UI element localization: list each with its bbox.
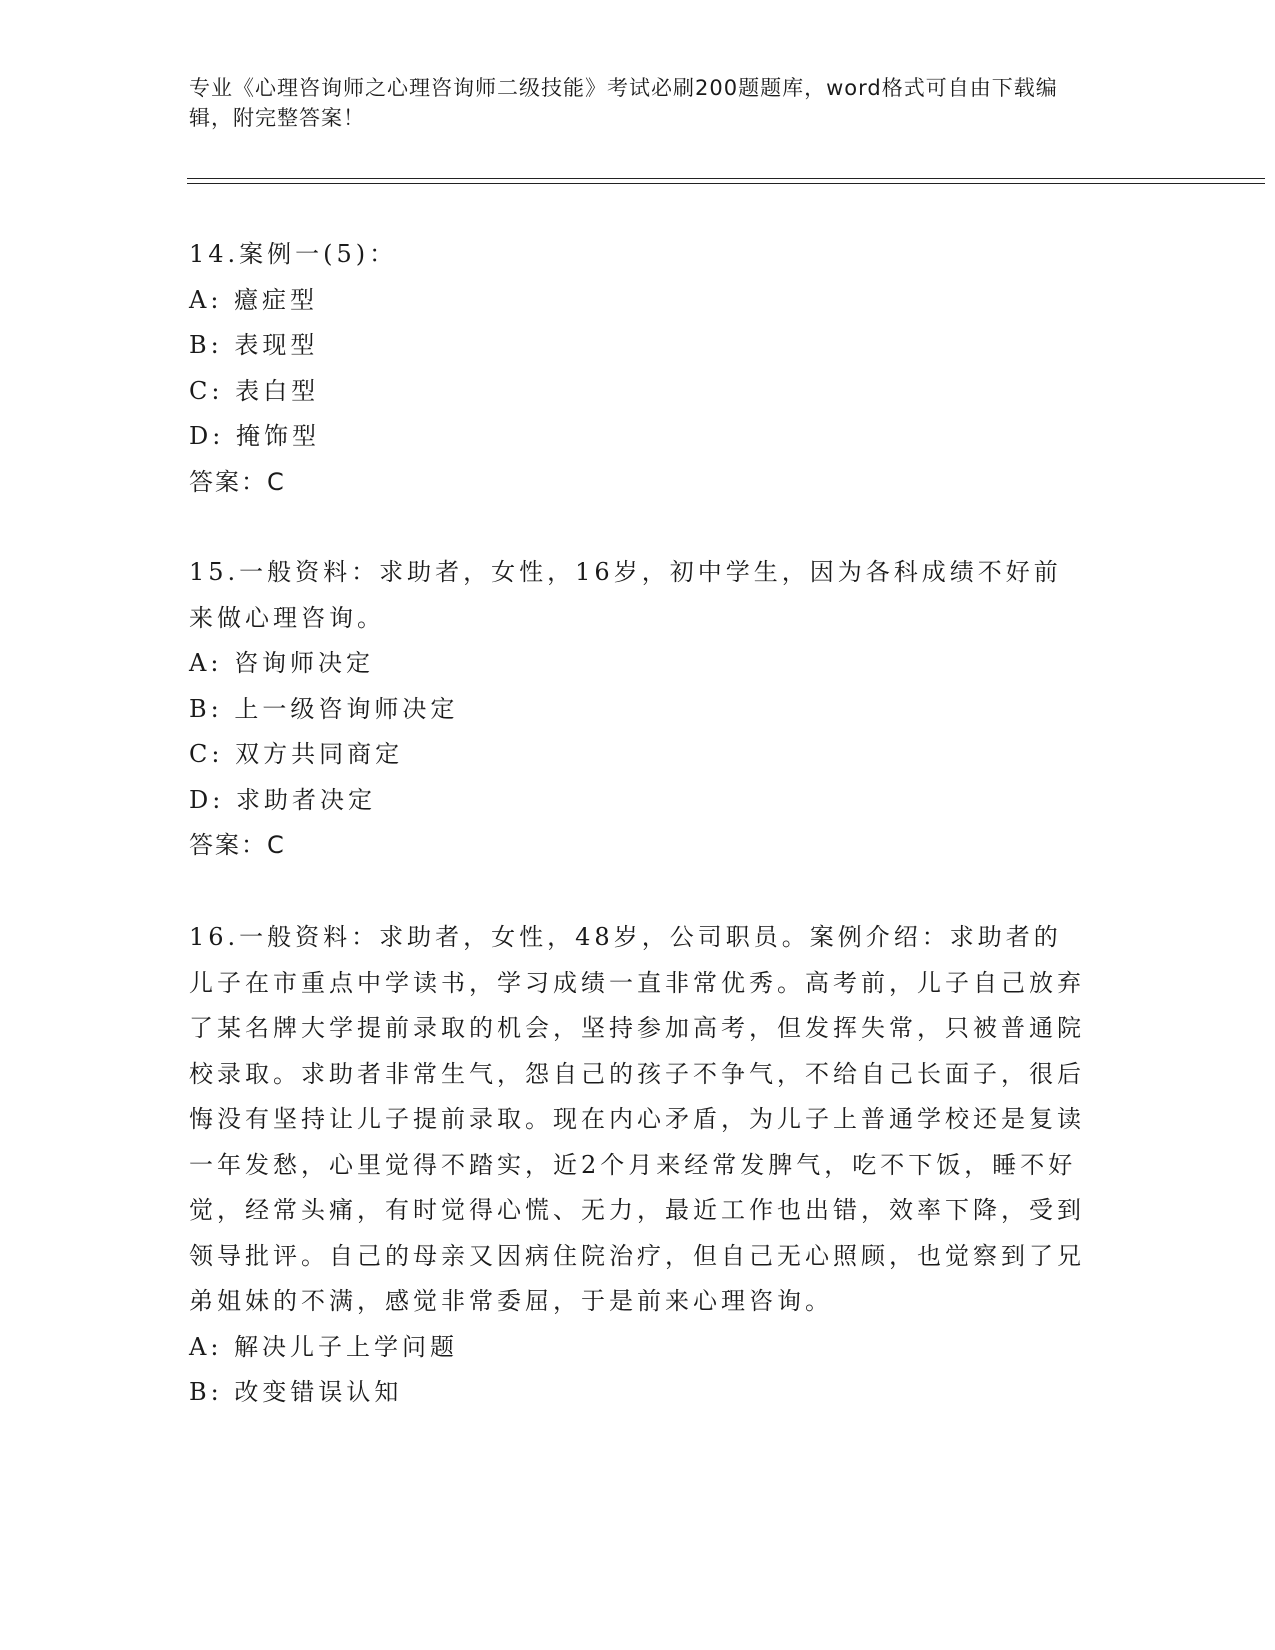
header-divider-top [187, 178, 1265, 179]
question-stem: 14.案例一(5)： [189, 240, 398, 268]
option-c: C: 表白型 [189, 376, 320, 405]
question-stem: 15.一般资料：求助者，女性，16岁，初中学生，因为各科成绩不好前来做心理咨询。 [189, 558, 1062, 632]
header-text: 专业《心理咨询师之心理咨询师二级技能》考试必刷200题题库，word格式可自由下载编辑，附完整答案！ [189, 76, 1058, 130]
option-a: A: 癔症型 [189, 285, 319, 314]
option-a: A: 咨询师决定 [189, 649, 375, 677]
option-d: D: 求助者决定 [189, 785, 376, 814]
option-b: B: 表现型 [189, 331, 319, 359]
question-16 [189, 915, 1089, 1416]
option-c: C: 双方共同商定 [189, 740, 404, 768]
question-14 [189, 232, 1089, 505]
option-d: D: 掩饰型 [189, 422, 320, 450]
question-stem: 16.一般资料：求助者，女性，48岁，公司职员。案例介绍：求助者的儿子在市重点中学读书，学习成绩一直非常优秀。高考前，儿子自己放弃了某名牌大学提前录取的机会，坚持参加高考，但发挥失常，只被普通院校录取。求助者非常生气，怨自己的孩子不争气，不给自己长面子，很后悔没有坚持让儿子提前录取。现在内心矛盾，为儿子上普通学校还是复读一年发愁，心里觉得不踏实，近2个月来经常发脾气，吃不下饭，睡不好觉，经常头痛，有时觉得心慌、无力，最近工作也出错，效率下降，受到领导批评。自己的母亲又因病住院治疗，但自己无心照顾，也觉察到了兄弟姐妹的不满，感觉非常委屈，于是前来心理咨询。 [189, 923, 1085, 1315]
question-15 [189, 550, 1089, 869]
answer: 答案：C [189, 831, 286, 859]
option-b: B: 改变错误认知 [189, 1378, 403, 1406]
document-header [189, 73, 1069, 133]
answer: 答案：C [189, 467, 286, 496]
header-divider-bottom [187, 183, 1265, 184]
option-a: A: 解决儿子上学问题 [189, 1332, 459, 1361]
option-b: B: 上一级咨询师决定 [189, 694, 459, 723]
